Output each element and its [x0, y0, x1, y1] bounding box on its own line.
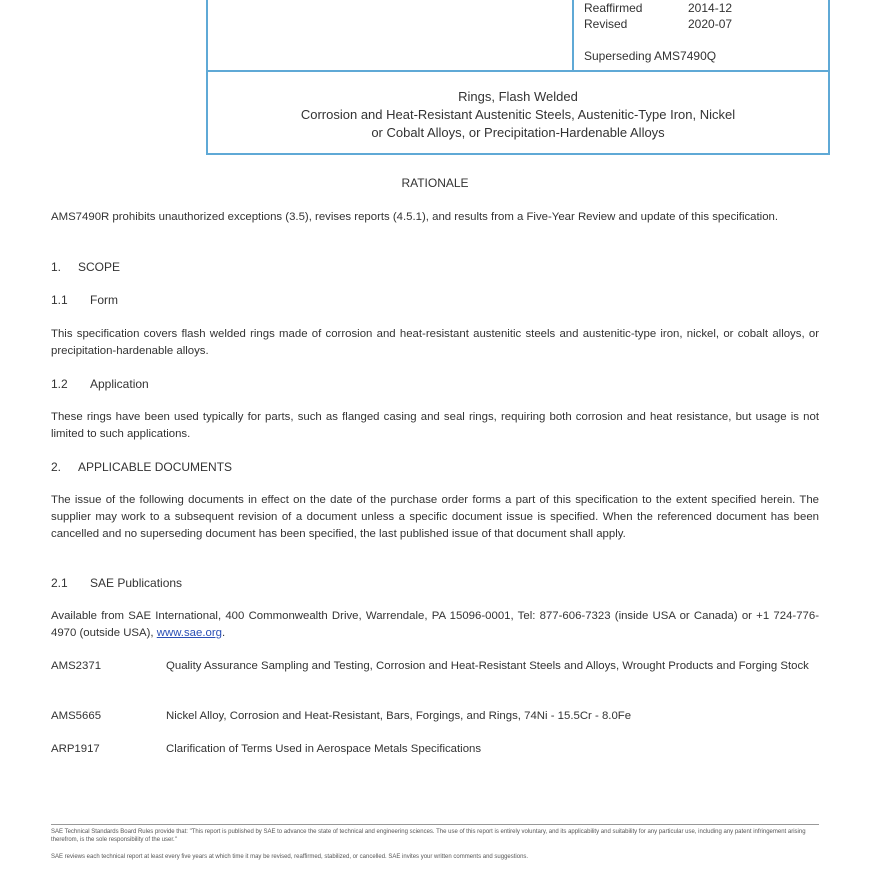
section-1-2-text: These rings have been used typically for parts, such as flanged casing and seal rings, requiring both corrosion and heat resistance, but usage is not limited to such applications. — [51, 411, 819, 440]
reaffirmed-value: 2014-12 — [688, 1, 733, 15]
section-2-1-number: 2.1 — [51, 576, 68, 590]
revised-value: 2020-07 — [688, 17, 733, 31]
section-1-2-title: Application — [90, 377, 149, 391]
section-1-1-title: Form — [90, 293, 118, 307]
section-1-1-heading — [51, 293, 118, 307]
section-2-1-text — [51, 608, 819, 642]
sae-website-link[interactable]: www.sae.org — [156, 627, 222, 639]
title-line-2: Corrosion and Heat-Resistant Austenitic Steels, Austenitic-Type Iron, Nickel — [300, 107, 736, 122]
section-1-2-heading — [51, 377, 149, 391]
footer-review-note: SAE reviews each technical report at least every five years at which time it may be revised, reaffirmed, stabilized, or cancelled. SAE invites your written comments and suggestions. — [51, 854, 529, 860]
reference-item — [51, 708, 819, 725]
section-1-title: SCOPE — [78, 260, 121, 274]
document-header-box — [206, 0, 830, 155]
section-2-1-heading — [51, 576, 182, 590]
section-2-1-title: SAE Publications — [90, 576, 183, 590]
rationale-heading: RATIONALE — [401, 176, 469, 190]
footer-divider — [51, 824, 819, 825]
section-2-number: 2. — [51, 460, 62, 474]
title-line-3: or Cobalt Alloys, or Precipitation-Hardenable Alloys — [371, 125, 665, 140]
reaffirmed-row — [584, 1, 732, 15]
sae-address-end: . — [221, 627, 226, 639]
section-2-text: The issue of the following documents in effect on the date of the purchase order forms a part of this specification to the extent specified herein. The supplier may work to a subsequent revision of a document unless a specific document issue is specified. When the referenced document has been cancelled and no superseding document has been specified, the last published issue of that document shall apply. — [51, 494, 819, 540]
section-1-2-number: 1.2 — [51, 377, 68, 391]
reference-description: Nickel Alloy, Corrosion and Heat-Resistant, Bars, Forgings, and Rings, 74Ni - 15.5Cr - 8.0Fe — [166, 710, 632, 722]
reference-code: AMS2371 — [51, 660, 102, 672]
reference-item — [51, 741, 819, 758]
section-1-1-number: 1.1 — [51, 293, 68, 307]
rationale-text: AMS7490R prohibits unauthorized exceptions (3.5), revises reports (4.5.1), and results from a Five-Year Review and update of this specification. — [51, 211, 779, 223]
header-divider-vertical — [572, 0, 574, 72]
sae-address-text: Available from SAE International, 400 Commonwealth Drive, Warrendale, PA 15096-0001, Tel: 877-606-7323 (inside USA or Canada) or +1 724-776-4970 (outside USA), — [51, 610, 819, 639]
footer-disclaimer: SAE Technical Standards Board Rules provide that: "This report is published by SAE to advance the state of technical and engineering sciences. The use of this report is entirely voluntary, and its applicability and suitability for any particular use, including any patent infringement arising therefrom, is the sole responsibility of the user." — [51, 829, 806, 843]
revised-row — [584, 17, 732, 31]
section-2-heading — [51, 460, 232, 474]
section-2-title: APPLICABLE DOCUMENTS — [78, 460, 233, 474]
document-title — [208, 88, 828, 142]
title-line-1: Rings, Flash Welded — [458, 89, 578, 104]
reference-description: Clarification of Terms Used in Aerospace Metals Specifications — [166, 743, 482, 755]
reaffirmed-label: Reaffirmed — [584, 1, 643, 15]
reference-description: Quality Assurance Sampling and Testing, Corrosion and Heat-Resistant Steels and Alloys, Wrought Products and Forging Stock — [166, 660, 809, 672]
section-1-1-text: This specification covers flash welded rings made of corrosion and heat-resistant austenitic steels and austenitic-type iron, nickel, or cobalt alloys, or precipitation-hardenable alloys. — [51, 328, 819, 357]
section-1-heading — [51, 260, 120, 274]
reference-item — [51, 658, 819, 692]
superseding-note: Superseding AMS7490Q — [584, 49, 717, 63]
section-1-number: 1. — [51, 260, 62, 274]
reference-code: ARP1917 — [51, 743, 100, 755]
revised-label: Revised — [584, 17, 628, 31]
reference-code: AMS5665 — [51, 710, 102, 722]
header-divider-horizontal — [208, 70, 828, 72]
